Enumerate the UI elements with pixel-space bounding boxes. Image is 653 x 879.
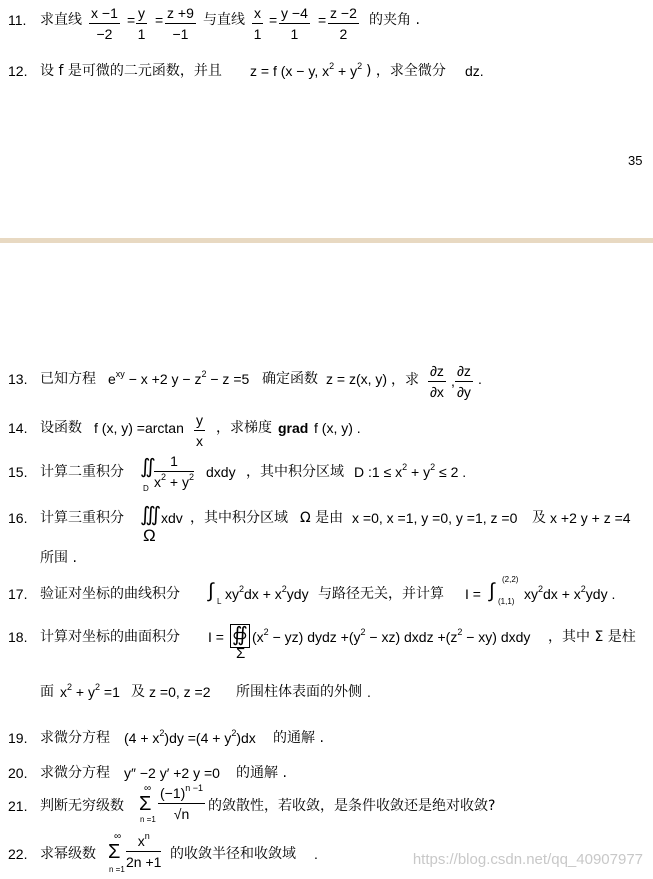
fraction: $\frac{y -4}{1}$	[281, 5, 308, 42]
fraction: $\frac{(-1)^{n -1}}{√n}$	[160, 783, 204, 822]
problem-number: 11.	[8, 12, 27, 28]
problem-number: 12.	[8, 63, 28, 79]
fraction: $\frac{z -2}{2}$	[330, 5, 357, 42]
fraction: $\frac{x^n}{2n +1}$	[126, 831, 162, 870]
partial-derivative: $\frac{\partial z}{\partial x}$	[430, 363, 444, 400]
fraction: $\frac{x -1}{-2}$	[91, 5, 118, 42]
fraction: $\frac{1}{x^2 + y^2}$	[154, 453, 194, 490]
fraction: $\frac{x}{1}$	[253, 5, 262, 42]
page-divider	[0, 238, 653, 243]
fraction: $\frac{y}{1}$	[137, 5, 146, 42]
problem-text: 求直线	[40, 12, 82, 28]
partial-derivative: $\frac{\partial z}{\partial y}$	[457, 363, 471, 400]
page-number: 35	[628, 153, 643, 168]
fraction: $\frac{y}{x}$	[196, 412, 203, 449]
fraction: $\frac{z +9}{-1}$	[167, 5, 194, 42]
watermark: https://blog.csdn.net/qq_40907977	[412, 851, 643, 868]
